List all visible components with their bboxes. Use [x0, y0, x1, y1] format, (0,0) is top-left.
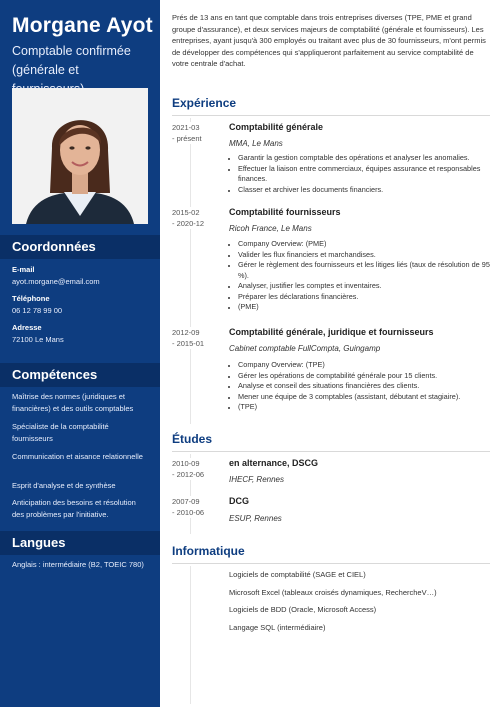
experience-date	[172, 207, 226, 229]
job-company: MMA, Le Mans	[229, 139, 283, 148]
phone-value: 06 12 78 99 00	[12, 306, 63, 315]
list-item: • Valider les flux financiers et marchandises.	[238, 250, 500, 261]
computing-item: Microsoft Excel (tableaux croisés dynamiques, RechercheV…)	[229, 588, 437, 597]
date-end: - présent	[172, 134, 202, 143]
list-item: • Gérer le règlement des fournisseurs et les litiges liés (taux de résolution de 95 %).	[238, 260, 500, 281]
list-item: • Garantir la gestion comptable des opérations et analyser les anomalies.	[238, 153, 500, 164]
job-bullets	[229, 360, 500, 413]
date-start: 2012-09	[172, 328, 200, 337]
language-item: Anglais : intermédiaire (B2, TOEIC 780)	[12, 560, 144, 569]
email-value[interactable]: ayot.morgane@email.com	[12, 277, 100, 286]
experience-heading: Expérience	[172, 96, 237, 110]
main-content	[160, 0, 500, 707]
job-title: Comptable confirmée (générale et	[12, 44, 131, 77]
address-value: 72100 Le Mans	[12, 335, 64, 344]
email-label: E-mail	[12, 265, 35, 274]
list-item: • Company Overview: (TPE)	[238, 360, 500, 371]
job-role: Comptabilité fournisseurs	[229, 207, 341, 217]
job-bullets	[229, 153, 500, 195]
education-school: ESUP, Rennes	[229, 514, 282, 523]
date-end: - 2012-06	[172, 470, 205, 479]
date-start: 2021-03	[172, 123, 200, 132]
skill-item: Esprit d'analyse et de synthèse	[12, 481, 116, 490]
skills-heading-band	[0, 363, 160, 387]
experience-rule	[172, 115, 490, 116]
experience-date	[172, 122, 226, 144]
list-item: • Mener une équipe de 3 comptables (assistant, débutant et stagiaire).	[238, 392, 500, 403]
contact-heading-band	[0, 235, 160, 259]
profile-summary: Prés de 13 ans en tant que comptable dans trois entreprises diverses (TPE, PME et grand groupe d'assurance), et deux services majeurs de comptabilité (générale et fournisseurs). Les entreprises, ayant jusqu'à 300 employés ou traitant avec plus de 30 fournisseurs, m'ont permis de développer des compétences qui s'appliqueront parfaitement au service comptabilité de votre centrale d'achat.	[172, 13, 486, 68]
job-role: Comptabilité générale	[229, 122, 324, 132]
list-item: • Gérer les opérations de comptabilité générale pour 15 clients.	[238, 371, 500, 382]
education-heading: Études	[172, 432, 213, 446]
computing-item: Logiciels de comptabilité (SAGE et CIEL)	[229, 570, 366, 579]
job-company: Cabinet comptable FullCompta, Guingamp	[229, 344, 381, 353]
skill-item: Anticipation des besoins et résolution des problèmes par l'initiative.	[12, 498, 136, 519]
experience-timeline	[190, 118, 191, 424]
date-start: 2015-02	[172, 208, 200, 217]
job-company: Ricoh France, Le Mans	[229, 224, 312, 233]
date-end: - 2010-06	[172, 508, 205, 517]
education-date	[172, 496, 226, 518]
contact-heading: Coordonnées	[12, 239, 96, 254]
list-item: • Classer et archiver les documents financiers.	[238, 185, 500, 196]
computing-timeline	[190, 566, 191, 704]
profile-photo	[12, 88, 148, 224]
date-end: - 2020-12	[172, 219, 205, 228]
computing-item: Logiciels de BDD (Oracle, Microsoft Access)	[229, 605, 377, 614]
list-item: • Effectuer la liaison entre commerciaux, équipes assurance et responsables finances.	[238, 164, 500, 185]
list-item: • Analyser, justifier les comptes et inventaires.	[238, 281, 500, 292]
list-item: • (TPE)	[238, 402, 500, 413]
education-rule	[172, 451, 490, 452]
experience-date	[172, 327, 226, 349]
languages-heading-band	[0, 531, 160, 555]
computing-rule	[172, 563, 490, 564]
phone-label: Téléphone	[12, 294, 50, 303]
address-label: Adresse	[12, 323, 42, 332]
sidebar	[0, 0, 160, 707]
job-bullets	[229, 239, 500, 313]
date-end: - 2015-01	[172, 339, 205, 348]
skill-item: Maîtrise des normes (juridiques et financières) et des outils comptables	[12, 392, 134, 413]
list-item: • Company Overview: (PME)	[238, 239, 500, 250]
education-date	[172, 458, 226, 480]
education-title: DCG	[229, 496, 249, 506]
job-role: Comptabilité générale, juridique et fournisseurs	[229, 327, 434, 337]
languages-heading: Langues	[12, 535, 66, 550]
list-item: • Préparer les déclarations financières.	[238, 292, 500, 303]
education-school: IHECF, Rennes	[229, 475, 284, 484]
skill-item: Communication et aisance relationnelle	[12, 452, 143, 461]
computing-item: Langage SQL (intermédiaire)	[229, 623, 326, 632]
list-item: • (PME)	[238, 302, 500, 313]
date-start: 2007-09	[172, 497, 200, 506]
list-item: • Analyse et conseil des situations financières des clients.	[238, 381, 500, 392]
date-start: 2010-09	[172, 459, 200, 468]
candidate-name: Morgane Ayot	[12, 14, 153, 37]
computing-heading: Informatique	[172, 544, 245, 558]
skills-heading: Compétences	[12, 367, 98, 382]
skill-item: Spécialiste de la comptabilité fournisseurs	[12, 422, 109, 443]
education-title: en alternance, DSCG	[229, 458, 319, 468]
